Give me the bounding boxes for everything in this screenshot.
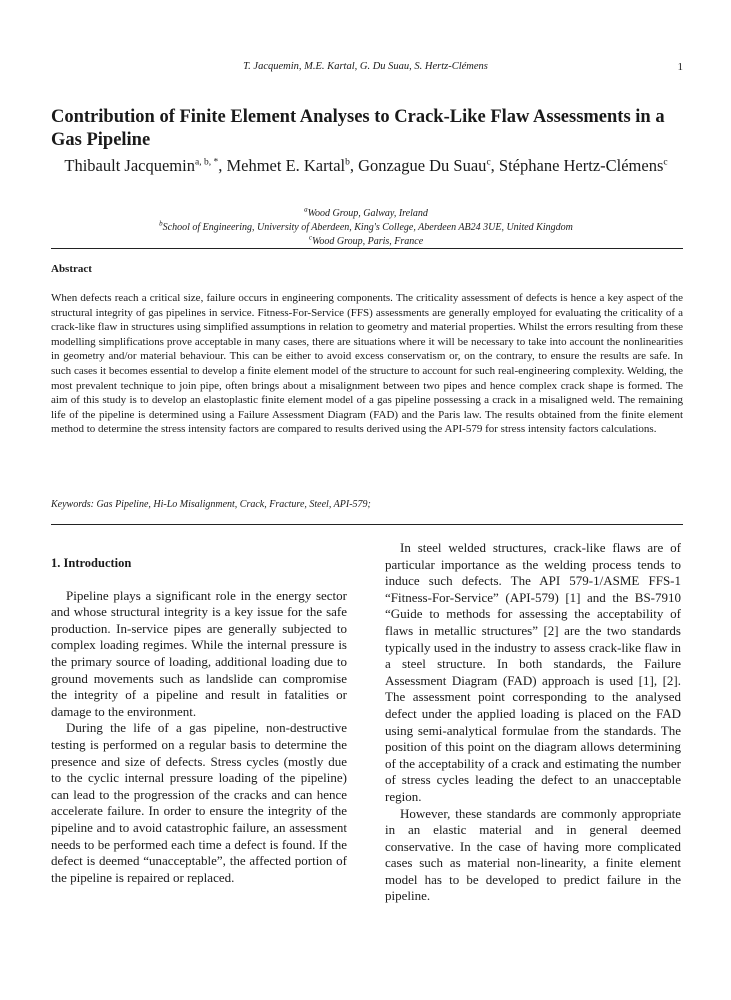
affiliation-list <box>51 207 681 249</box>
author: Mehmet E. Kartal$^b$, <box>226 156 359 175</box>
running-head: T. Jacquemin, M.E. Kartal, G. Du Suau, S. Hertz-Clémens <box>243 61 488 72</box>
header-divider <box>51 248 683 249</box>
paragraph: Pipeline plays a significant role in the energy sector and whose structural integrity is a key issue for the safe production. In-service pipes are generally subjected to complex loading regimes. While the internal pressure is the primary source of loading, additional loading due to ground movements such as landslide can compromise the integrity of a pipeline and result in fatalities or damage to the environment. <box>51 587 347 719</box>
affiliation: $^b$School of Engineering, University of Aberdeen, King's College, Aberdeen AB24 3UE, United Kingdom <box>159 219 573 233</box>
paper-title: Contribution of Finite Element Analyses to Crack-Like Flaw Assessments in a Gas Pipeline <box>51 107 665 150</box>
keywords: Keywords: Gas Pipeline, Hi-Lo Misalignment, Crack, Fracture, Steel, API-579; <box>51 499 371 510</box>
right-column <box>385 540 681 905</box>
abstract-text: When defects reach a critical size, failure occurs in engineering components. The criticality assessment of defects is hence a key aspect of the structural integrity of gas pipelines in service. Fitness-For-Service (FFS) assessments are generally employed for evaluating the criticality of a crack-like flaw in structures using simplified assumptions in relation to geometry and material properties. Whilst the errors resulting from these modelling simplifications prove acceptable in many cases, there are situations where it will be necessary to take into account the nonlinearities in geometry and/or material behaviour. This can be either to avoid excess conservatism or, on the contrary, to ensure the results are safe. In such cases it becomes essential to develop a finite element model of the structure to account for such real-engineering complexity. Welding, the most prevalent technique to join pipe, often brings about a misalignment between two pipes and hence complex crack shape is formed. The aim of this study is to develop an elastoplastic finite element model of a gas pipeline possessing a crack in a misaligned weld. The remaining life of the pipeline is determined using a Failure Assessment Diagram (FAD) and the Paris law. The results obtained from the finite element method to determine the stress intensity factors are compared to results derived using the API-579 for stress intensity factors calculations. <box>51 292 683 436</box>
affiliation: $^a$Wood Group, Galway, Ireland <box>304 205 428 219</box>
paragraph: During the life of a gas pipeline, non-destructive testing is performed on a regular basis to determine the presence and size of defects. Stress cycles (mostly due to the cyclic internal pressure loading of the pipeline) can lead to the progression of the cracks and can hence accelerate failure. In order to ensure the integrity of the pipeline and to avoid catastrophic failure, an assessment needs to be performed each time a defect is found. If the defect is deemed “unacceptable”, the affected portion of the pipeline is repaired or replaced. <box>51 720 347 885</box>
left-column <box>51 540 347 886</box>
paragraph: In steel welded structures, crack-like flaws are of particular importance as the welding process tends to induce such defects. The API 579-1/ASME FFS-1 “Fitness-For-Service” (API-579) [1] and the BS-7910 “Guide to methods for assessing the acceptability of flaws in metallic structures” [2] are the two standards typically used in the industry to assess crack-like flaw in a steel structure. In both standards, the Failure Assessment Diagram (FAD) approach is used [1], [2]. The assessment point corresponding to the analysed defect under the applied loading is placed on the FAD using semi-analytical formulae from the standards. The position of this point on the diagram allows determining of the acceptability of a crack and estimating the number of stress cycles leading the defect to an unacceptable region. <box>385 540 681 804</box>
author: Gonzague Du Suau$^c$, <box>358 156 499 175</box>
author: Stéphane Hertz-Clémens$^c$ <box>498 156 668 175</box>
section-heading: 1. Introduction <box>51 556 132 570</box>
author: Thibault Jacquemin$^{a, b, *}$, <box>64 156 227 175</box>
page-number: 1 <box>677 61 683 73</box>
abstract-heading: Abstract <box>51 263 92 275</box>
affiliation: $^c$Wood Group, Paris, France <box>308 233 424 247</box>
paragraph: However, these standards are commonly appropriate in an elastic material and in general deemed conservative. In the case of having more complicated cases such as material non-linearity, a finite element model has to be developed to predict failure in the pipeline. <box>385 805 681 904</box>
abstract-divider <box>51 524 683 525</box>
author-list <box>51 154 681 177</box>
